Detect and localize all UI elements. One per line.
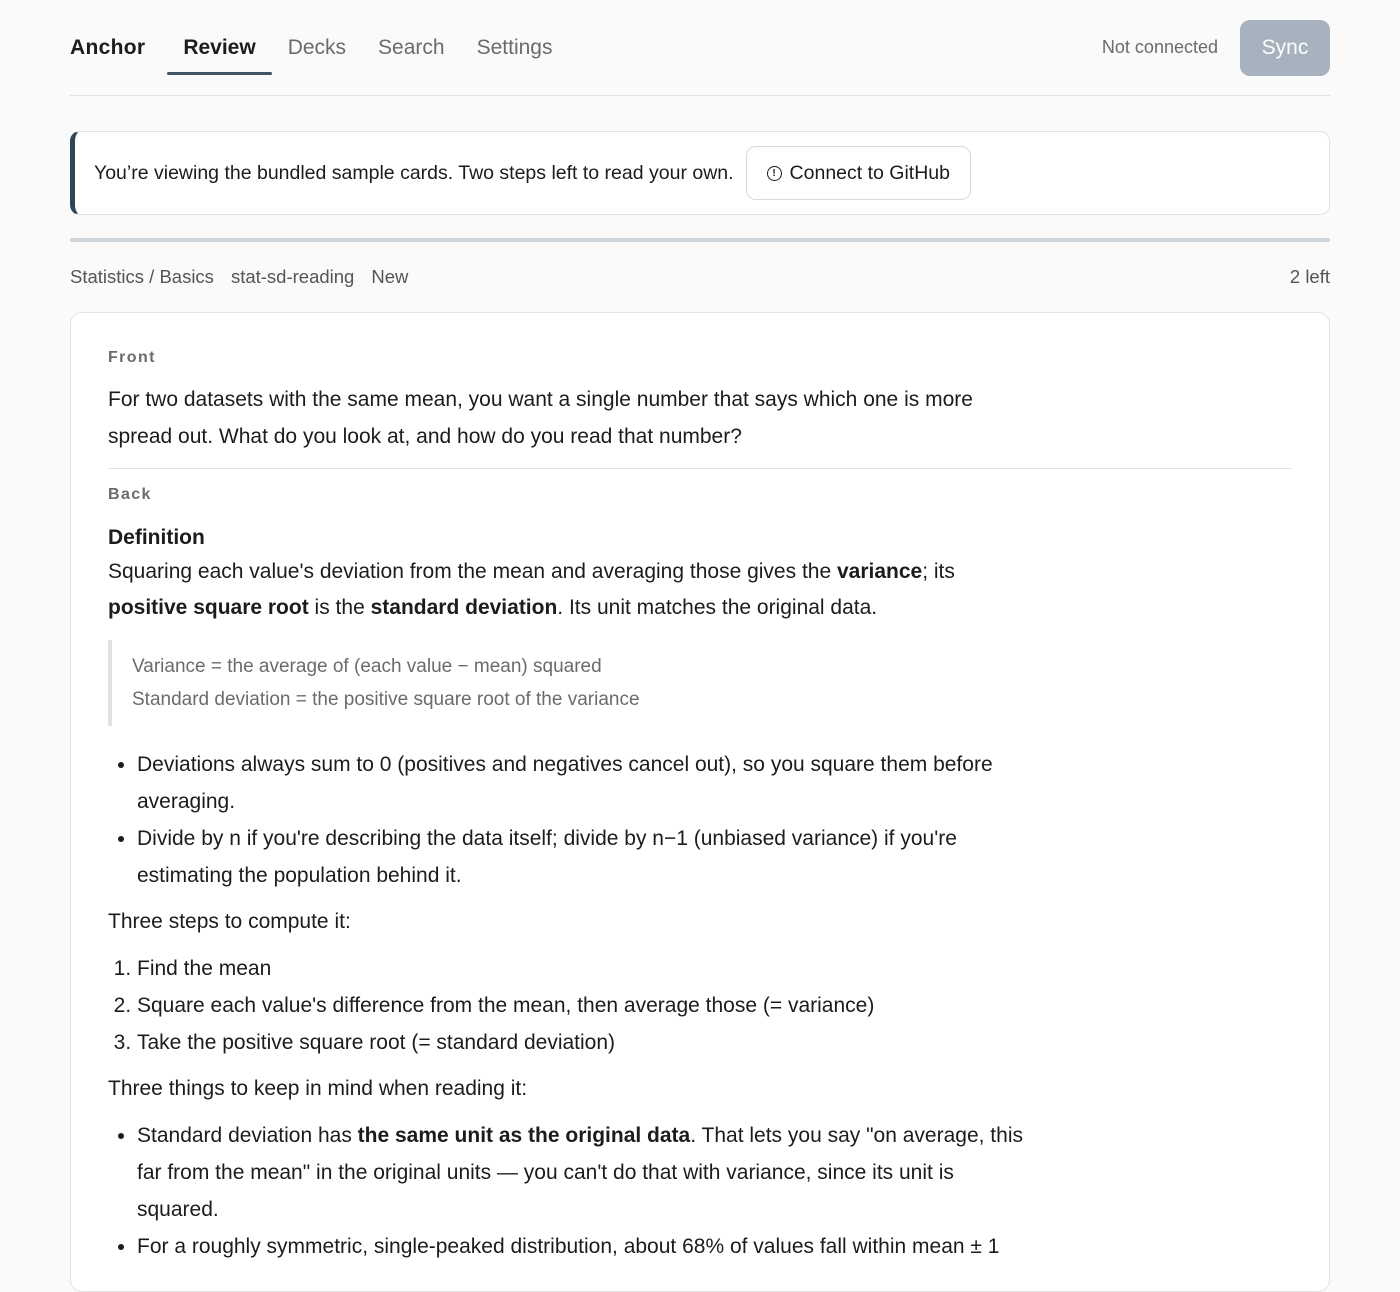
top-bar (70, 0, 1330, 96)
definition-text-1: Squaring each value's deviation from the mean and averaging those gives the (108, 560, 837, 583)
card-state: New (371, 266, 409, 287)
reading-list (108, 1117, 1037, 1265)
reading-text-1: Standard deviation has (137, 1124, 358, 1147)
back-label: Back (108, 486, 152, 503)
tab-decks[interactable]: Decks (287, 35, 347, 59)
list-item: 2. Square each value's difference from the mean, then average those (= variance) (137, 987, 1037, 1024)
list-item: • For a roughly symmetric, single-peaked distribution, about 68% of values fall within mean ± 1 (137, 1228, 1037, 1265)
sync-button[interactable]: Sync (1240, 20, 1330, 76)
list-item: 1. Find the mean (137, 950, 1037, 987)
banner-message: You’re viewing the bundled sample cards. Two steps left to read your own. (94, 161, 734, 184)
tab-search[interactable]: Search (378, 35, 445, 59)
definition-bold-variance: variance (836, 560, 923, 583)
definition-text-4: . Its unit matches the original data. (557, 596, 878, 619)
card-meta-row (70, 242, 1330, 312)
deck-path: Statistics / Basics (70, 266, 214, 287)
review-card (70, 312, 1330, 1292)
reading-bold-unit: the same unit as the original data (357, 1124, 691, 1147)
main-nav (167, 0, 568, 95)
front-text: For two datasets with the same mean, you want a single number that says which one is more spread out. What do you look at, and how do you read that number? (108, 388, 973, 448)
sample-cards-banner (70, 131, 1330, 215)
steps-lead: Three steps to compute it: (108, 910, 351, 933)
definition-text-3: is the (308, 596, 371, 619)
list-item: • Divide by n if you're describing the data itself; divide by n−1 (unbiased variance) if you're estimating the population behind it. (137, 820, 1037, 894)
list-item (137, 1117, 1037, 1228)
formula-sd: Standard deviation = the positive square root of the variance (132, 689, 640, 710)
connect-github-button[interactable] (746, 146, 971, 200)
definition-heading: Definition (108, 526, 205, 549)
formula-quote (108, 640, 1292, 726)
tab-settings[interactable]: Settings (476, 35, 553, 59)
front-label: Front (108, 349, 156, 366)
tab-review[interactable]: Review (167, 0, 271, 95)
list-item: • Deviations always sum to 0 (positives and negatives cancel out), so you square them before averaging. (137, 746, 1037, 820)
connect-github-label: Connect to GitHub (789, 161, 950, 184)
definition-bold-sd: standard deviation (370, 596, 558, 619)
list-item: 3. Take the positive square root (= standard deviation) (137, 1024, 1037, 1061)
definition-bold-root: positive square root (108, 596, 309, 619)
notes-list (108, 746, 1037, 894)
connection-status: Not connected (1101, 37, 1218, 57)
app-page (70, 0, 1330, 1292)
brand-logo[interactable]: Anchor (70, 35, 146, 59)
reading-lead: Three things to keep in mind when reading it: (108, 1077, 528, 1100)
remaining-count: 2 left (1289, 266, 1330, 287)
formula-variance: Variance = the average of (each value − mean) squared (132, 656, 602, 677)
card-divider (108, 468, 1292, 469)
definition-paragraph (108, 554, 1008, 626)
steps-list (108, 950, 1037, 1061)
card-id: stat-sd-reading (230, 266, 355, 287)
definition-text-2: ; its (922, 560, 955, 583)
info-circle-icon: ! (767, 166, 782, 181)
reading-text-2: . That lets you say "on average, this far from the mean" in the original units — you can't do that with variance, since its unit is squared. (137, 1124, 1023, 1221)
